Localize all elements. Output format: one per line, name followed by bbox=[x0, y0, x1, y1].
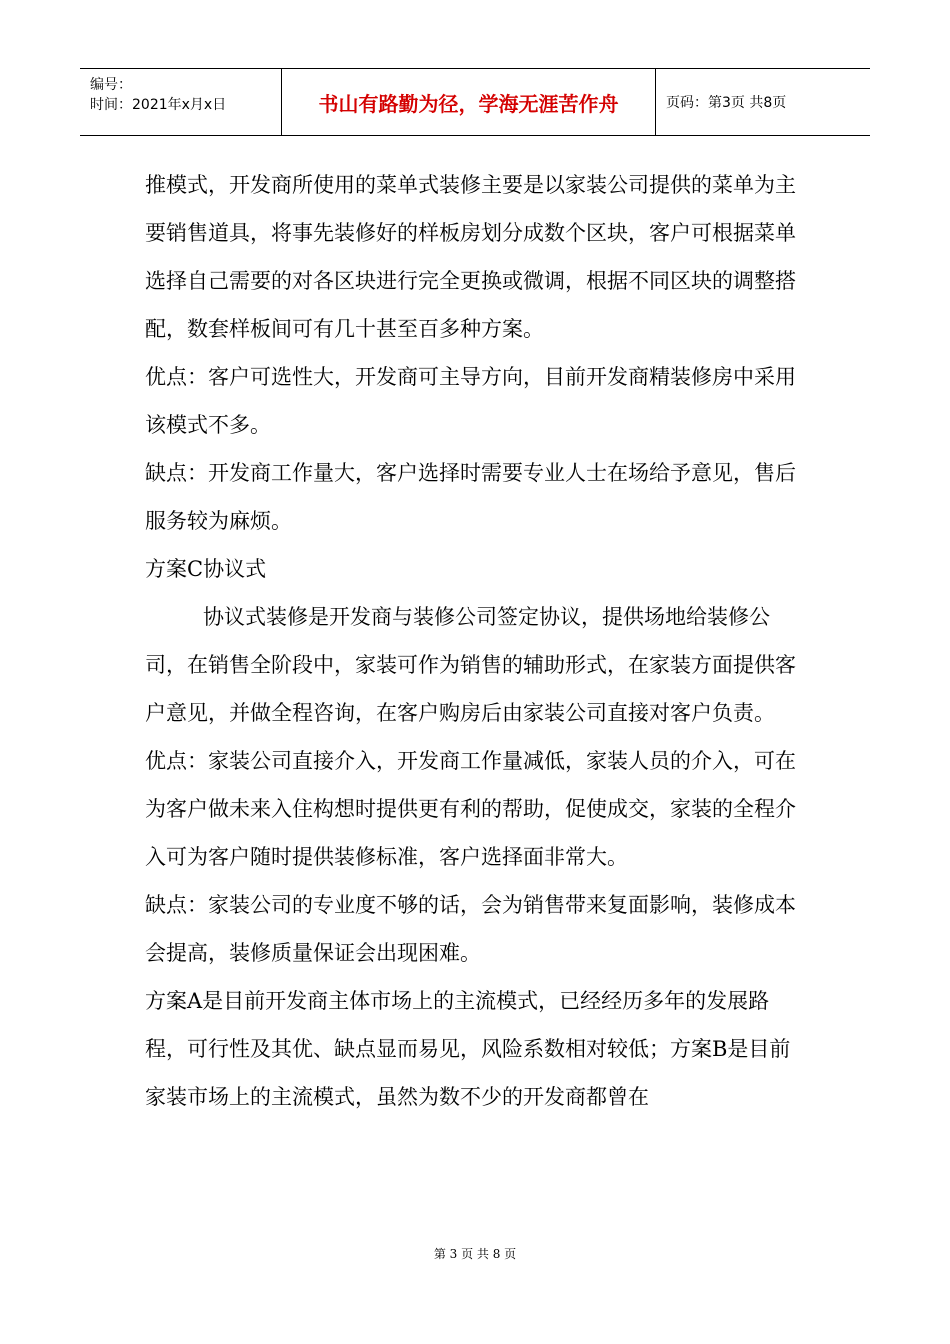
paragraph: 优点：客户可选性大，开发商可主导方向，目前开发商精装修房中采用该模式不多。 bbox=[145, 365, 796, 437]
paragraph: 优点：家装公司直接介入，开发商工作量减低，家装人员的介入，可在为客户做未来入住构想时提供更有利的帮助，促使成交，家装的全程介入可为客户随时提供装修标准，客户选择面非常大。 bbox=[145, 749, 796, 869]
document-body bbox=[145, 161, 805, 1121]
page-footer: 第 3 页 共 8 页 bbox=[433, 1247, 517, 1261]
header-motto: 书山有路勤为径，学海无涯苦作舟 bbox=[282, 69, 656, 135]
document-date: 时间：2021年x月x日 bbox=[90, 97, 227, 113]
section-heading: 方案C协议式 bbox=[145, 557, 267, 581]
page-header bbox=[80, 68, 870, 136]
paragraph: 协议式装修是开发商与装修公司签定协议，提供场地给装修公司，在销售全阶段中，家装可作为销售的辅助形式，在家装方面提供客户意见，并做全程咨询，在客户购房后由家装公司直接对客户负责。 bbox=[145, 605, 796, 725]
header-meta bbox=[80, 69, 282, 135]
paragraph: 方案A是目前开发商主体市场上的主流模式，已经经历多年的发展路程，可行性及其优、缺点显而易见，风险系数相对较低；方案B是目前家装市场上的主流模式，虽然为数不少的开发商都曾在 bbox=[145, 989, 791, 1109]
paragraph: 推模式，开发商所使用的菜单式装修主要是以家装公司提供的菜单为主要销售道具，将事先装修好的样板房划分成数个区块，客户可根据菜单选择自己需要的对各区块进行完全更换或微调，根据不同区块的调整搭配，数套样板间可有几十甚至百多种方案。 bbox=[145, 173, 796, 341]
paragraph: 缺点：开发商工作量大，客户选择时需要专业人士在场给予意见，售后服务较为麻烦。 bbox=[145, 461, 796, 533]
header-page-info: 页码：第3页 共8页 bbox=[666, 95, 787, 111]
document-number: 编号： bbox=[90, 77, 132, 93]
paragraph: 缺点：家装公司的专业度不够的话，会为销售带来复面影响，装修成本会提高，装修质量保证会出现困难。 bbox=[145, 893, 796, 965]
